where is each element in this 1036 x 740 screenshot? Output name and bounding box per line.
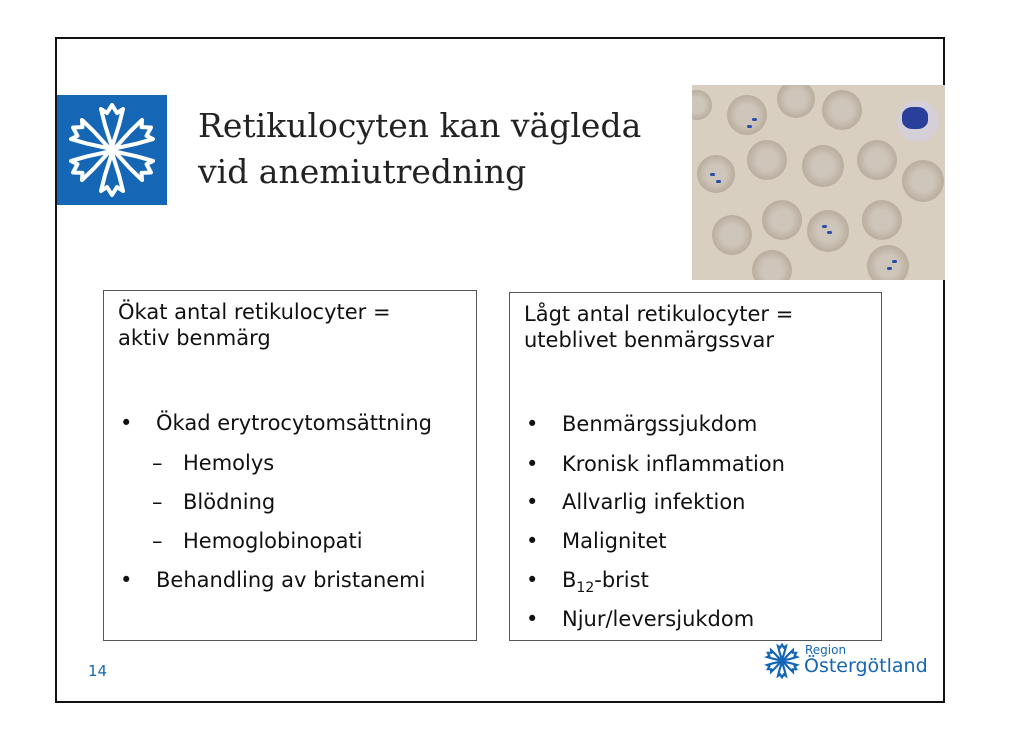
list-item: • Kronisk inflammation bbox=[526, 452, 785, 476]
list-item: • Njur/leversjukdom bbox=[526, 607, 755, 631]
list-item: • Benmärgssjukdom bbox=[526, 412, 758, 436]
right-heading-line-2: uteblivet benmärgssvar bbox=[524, 328, 775, 352]
left-heading bbox=[118, 299, 391, 351]
list-item: • Ökad erytrocytomsättning bbox=[120, 411, 433, 435]
blood-smear-image bbox=[692, 85, 945, 280]
list-item: • Behandling av bristanemi bbox=[120, 568, 426, 592]
title-line-1: Retikulocyten kan vägleda bbox=[198, 106, 642, 145]
cornflower-logo-icon bbox=[57, 95, 167, 205]
page-number: 14 bbox=[88, 662, 108, 680]
left-box-increased-reticulocytes bbox=[103, 290, 477, 641]
left-heading-line-1: Ökat antal retikulocyter = bbox=[118, 300, 391, 324]
list-item: – Hemolys bbox=[152, 451, 275, 475]
right-heading-line-1: Lågt antal retikulocyter = bbox=[524, 302, 794, 326]
right-heading bbox=[524, 301, 793, 353]
title-line-2: vid anemiutredning bbox=[198, 152, 527, 191]
list-item: • Malignitet bbox=[526, 529, 667, 553]
region-cornflower-icon bbox=[762, 641, 802, 685]
slide-title bbox=[198, 103, 641, 195]
brand-region: Region bbox=[805, 643, 847, 657]
list-item: – Hemoglobinopati bbox=[152, 529, 363, 553]
list-item: • Allvarlig infektion bbox=[526, 490, 746, 514]
right-box-low-reticulocytes bbox=[509, 292, 882, 641]
left-heading-line-2: aktiv benmärg bbox=[118, 326, 271, 350]
list-item: • $B_{12}$-brist bbox=[526, 568, 649, 597]
brand-ostergotland: Östergötland bbox=[804, 655, 928, 677]
list-item: – Blödning bbox=[152, 490, 276, 514]
